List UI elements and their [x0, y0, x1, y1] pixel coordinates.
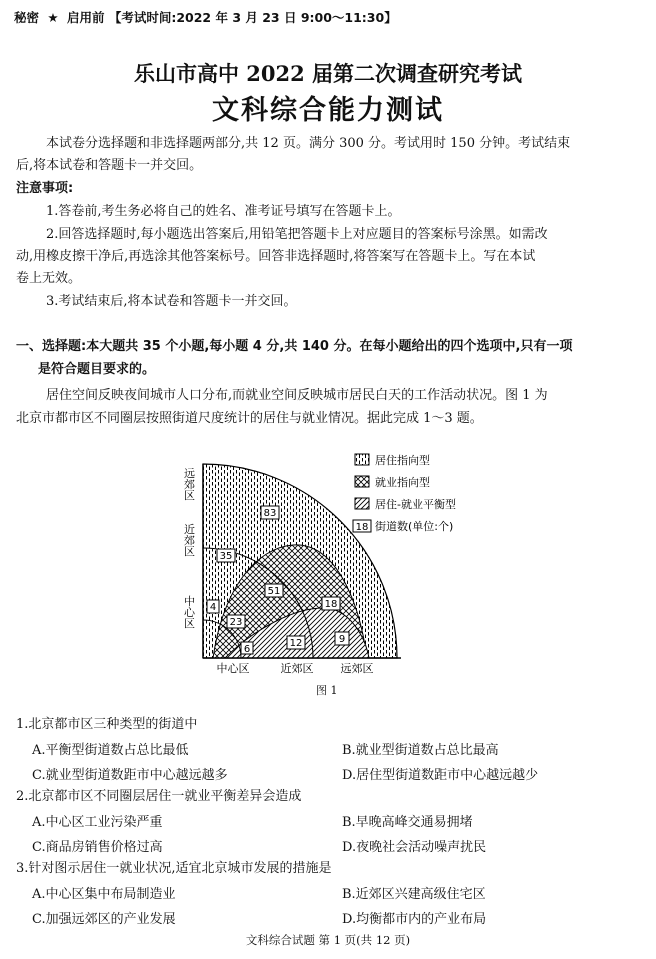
q2-stem: 2.北京都市区不同圈层居住一就业平衡差异会造成 — [16, 789, 302, 804]
section-1-heading-line-2: 是符合题目要求的。 — [38, 362, 156, 377]
exam-time: 【考试时间:2022 年 3 月 23 日 9:00～11:30】 — [108, 10, 397, 25]
q1-option-c[interactable]: C.就业型街道数距市中心越远越多 — [32, 768, 228, 783]
value-employment-far: 18 — [324, 599, 338, 610]
q1-stem: 1.北京都市区三种类型的街道中 — [16, 717, 198, 732]
star-icon: ★ — [47, 10, 59, 25]
q3-option-d[interactable]: D.均衡都市内的产业布局 — [342, 912, 487, 927]
intro-line-1: 本试卷分选择题和非选择题两部分,共 12 页。满分 300 分。考试用时 150 分钟。考试结束 — [46, 136, 571, 151]
q1-option-a[interactable]: A.平衡型街道数占总比最低 — [32, 743, 189, 758]
exam-header — [14, 8, 397, 26]
legend-balance: 居住-就业平衡型 — [375, 498, 456, 511]
y-label-far: 远郊区 — [182, 467, 196, 501]
notice-2-line-3: 卷上无效。 — [16, 271, 82, 286]
exam-title: 乐山市高中 2022 届第二次调查研究考试 — [133, 61, 523, 86]
value-residential-near: 35 — [219, 551, 233, 562]
page-footer: 文科综合试题 第 1 页(共 12 页) — [245, 933, 411, 947]
notice-2-line-2: 动,用橡皮擦干净后,再选涂其他答案标号。回答非选择题时,将答案写在答题卡上。写在本试 — [16, 249, 536, 264]
before-use-label: 启用前 — [66, 10, 105, 25]
q1-option-b[interactable]: B.就业型街道数占总比最高 — [342, 743, 499, 758]
legend-street-count: 街道数(单位:个) — [375, 520, 454, 533]
q2-option-d[interactable]: D.夜晚社会活动噪声扰民 — [342, 840, 487, 855]
value-residential-far: 83 — [263, 508, 277, 519]
q3-option-c[interactable]: C.加强远郊区的产业发展 — [32, 912, 176, 927]
section-1-heading-line-1: 一、选择题:本大题共 35 个小题,每小题 4 分,共 140 分。在每小题给出的四个选项中,只有一项 — [16, 339, 573, 354]
x-label-center: 中心区 — [216, 662, 250, 675]
value-employment-near: 51 — [267, 586, 281, 597]
figure-caption: 图 1 — [316, 684, 338, 697]
notice-2-line-1: 2.回答选择题时,每小题选出答案后,用铅笔把答题卡上对应题目的答案标号涂黑。如需改 — [46, 227, 548, 242]
legend — [353, 453, 456, 533]
intro-line-2: 后,将本试卷和答题卡一并交回。 — [16, 158, 203, 173]
value-balance-near: 12 — [289, 638, 303, 649]
value-balance-center: 6 — [243, 644, 251, 655]
subject-title: 文科综合能力测试 — [212, 95, 444, 126]
q2-option-c[interactable]: C.商品房销售价格过高 — [32, 840, 163, 855]
context-line-2: 北京市都市区不同圈层按照街道尺度统计的居住与就业情况。据此完成 1～3 题。 — [16, 411, 483, 426]
y-label-center: 中心区 — [182, 595, 196, 629]
notice-3: 3.考试结束后,将本试卷和答题卡一并交回。 — [46, 294, 297, 309]
value-employment-center: 23 — [229, 617, 243, 628]
q2-option-b[interactable]: B.早晚高峰交通易拥堵 — [342, 815, 473, 830]
x-label-far: 远郊区 — [340, 662, 374, 675]
legend-sample-number: 18 — [355, 522, 369, 533]
context-line-1: 居住空间反映夜间城市人口分布,而就业空间反映城市居民白天的工作活动状况。图 1 为 — [46, 388, 548, 403]
x-label-near: 近郊区 — [280, 662, 314, 675]
y-label-near: 近郊区 — [182, 523, 196, 557]
value-balance-far: 9 — [338, 634, 346, 645]
legend-employment: 就业指向型 — [375, 476, 430, 489]
q3-option-a[interactable]: A.中心区集中布局制造业 — [32, 887, 176, 902]
q1-option-d[interactable]: D.居住型街道数距市中心越远越少 — [342, 768, 539, 783]
q3-stem: 3.针对图示居住一就业状况,适宜北京城市发展的措施是 — [16, 861, 332, 876]
legend-residential: 居住指向型 — [375, 454, 430, 467]
notice-1: 1.答卷前,考生务必将自己的姓名、准考证号填写在答题卡上。 — [46, 204, 401, 219]
value-residential-center: 4 — [209, 602, 217, 613]
q2-option-a[interactable]: A.中心区工业污染严重 — [32, 815, 163, 830]
secret-label: 秘密 — [14, 10, 40, 25]
notice-title: 注意事项: — [16, 181, 74, 196]
figure-1-chart — [175, 440, 485, 700]
q3-option-b[interactable]: B.近郊区兴建高级住宅区 — [342, 887, 486, 902]
